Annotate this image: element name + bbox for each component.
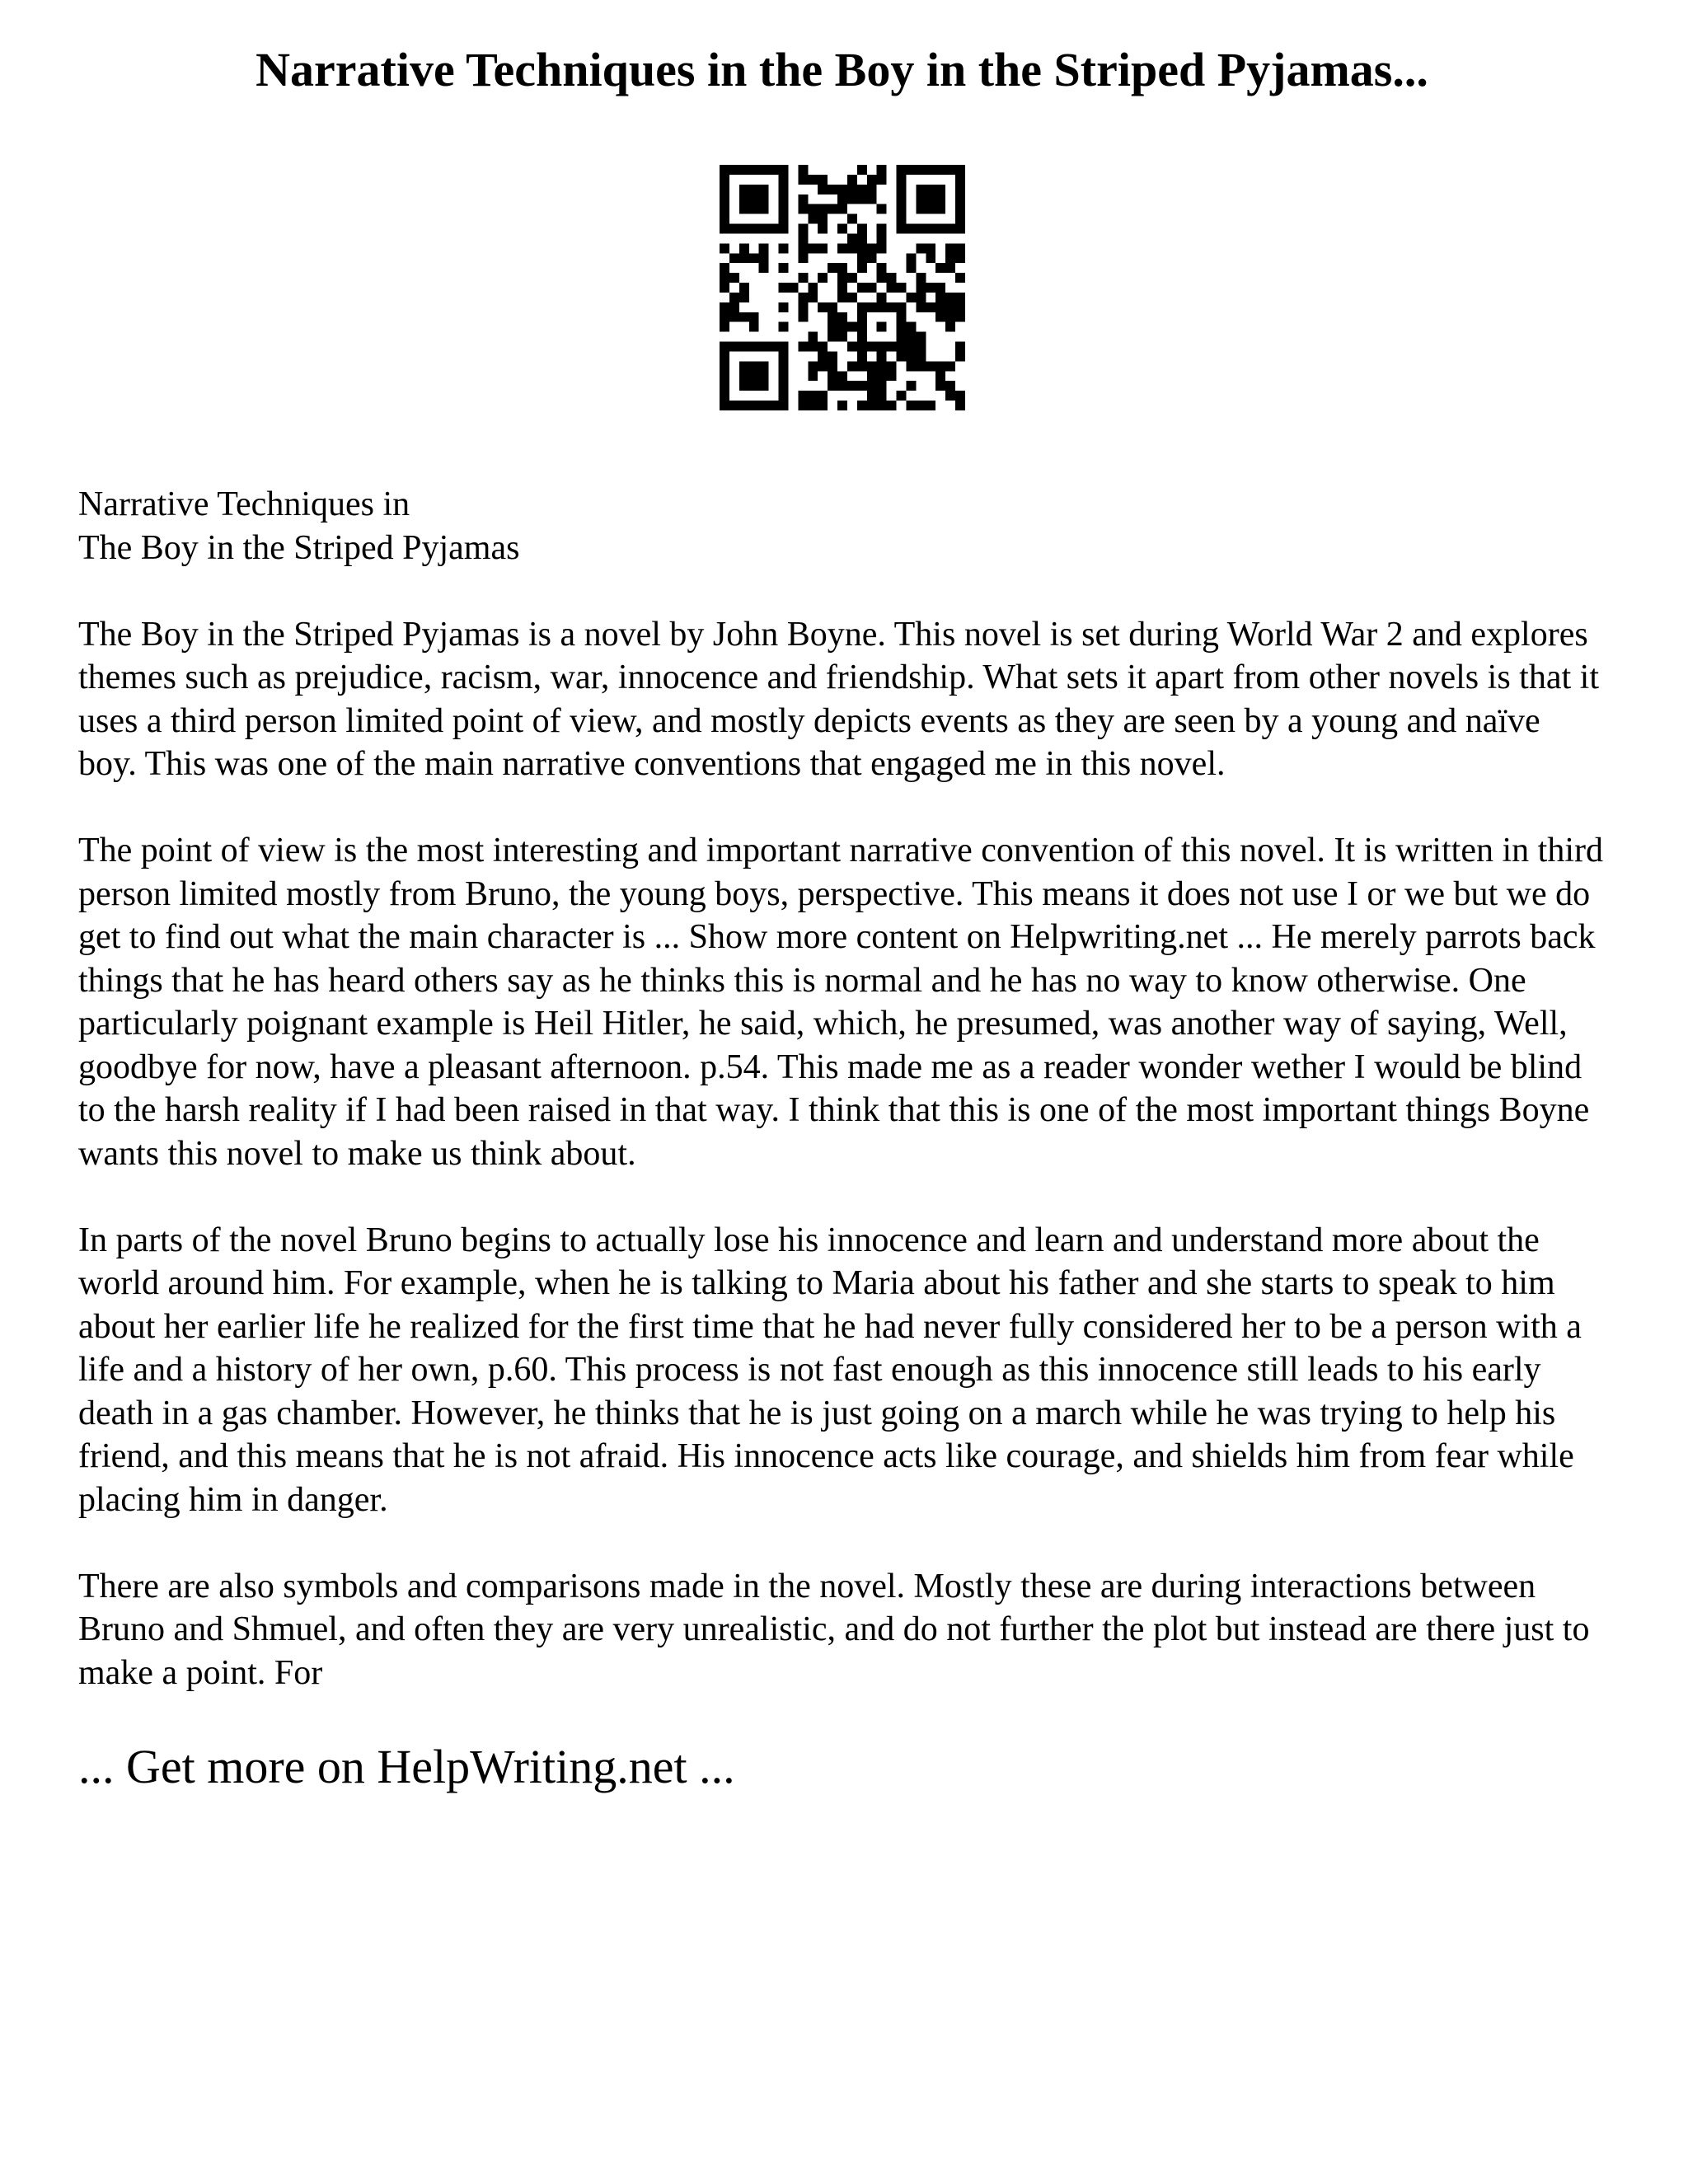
article-body [78,483,1606,1694]
page-title: Narrative Techniques in the Boy in the Striped Pyjamas... [256,43,1428,96]
qr-code-icon [720,165,965,410]
qr-code-container [78,165,1606,410]
heading-line-1: Narrative Techniques in [78,485,410,523]
paragraph-innocence: In parts of the novel Bruno begins to actually lose his innocence and learn and understand more about the world around him. For example, when he is talking to Maria about his father and she starts to speak to him about her earlier life he realized for the first time that he had never fully considered her to be a person with a life and a history of her own, p.60. This process is not fast enough as this innocence still leads to his early death in a gas chamber. However, he thinks that he is just going on a march while he was trying to help his friend, and this means that he is not afraid. His innocence acts like courage, and shields him from fear while placing him in danger. [78,1221,1582,1519]
get-more-link[interactable]: ... Get more on HelpWriting.net ... [78,1739,735,1793]
paragraph-point-of-view: The point of view is the most interesting and important narrative convention of this novel. It is written in third person limited mostly from Bruno, the young boys, perspective. This means it does not use I or we but we do get to find out what the main character is ... Show more content on Helpwriting.net ... He merely parrots back things that he has heard others say as he thinks this is normal and he has no way to know otherwise. One particularly poignant example is Heil Hitler, he said, which, he presumed, was another way of saying, Well, goodbye for now, have a pleasant afternoon. p.54. This made me as a reader wonder wether I would be blind to the harsh reality if I had been raised in that way. I think that this is one of the most important things Boyne wants this novel to make us think about. [78,832,1603,1173]
heading-line-2: The Boy in the Striped Pyjamas [78,528,520,567]
paragraph-intro: The Boy in the Striped Pyjamas is a novel by John Boyne. This novel is set during World War 2 and explores themes such as prejudice, racism, war, innocence and friendship. What sets it apart from other novels is that it uses a third person limited point of view, and mostly depicts events as they are seen by a young and naïve boy. This was one of the main narrative conventions that engaged me in this novel. [78,615,1599,783]
paragraph-symbols: There are also symbols and comparisons made in the novel. Mostly these are during interactions between Bruno and Shmuel, and often they are very unrealistic, and do not further the plot but instead are there just to make a point. For [78,1567,1590,1692]
article-heading [78,483,1606,569]
